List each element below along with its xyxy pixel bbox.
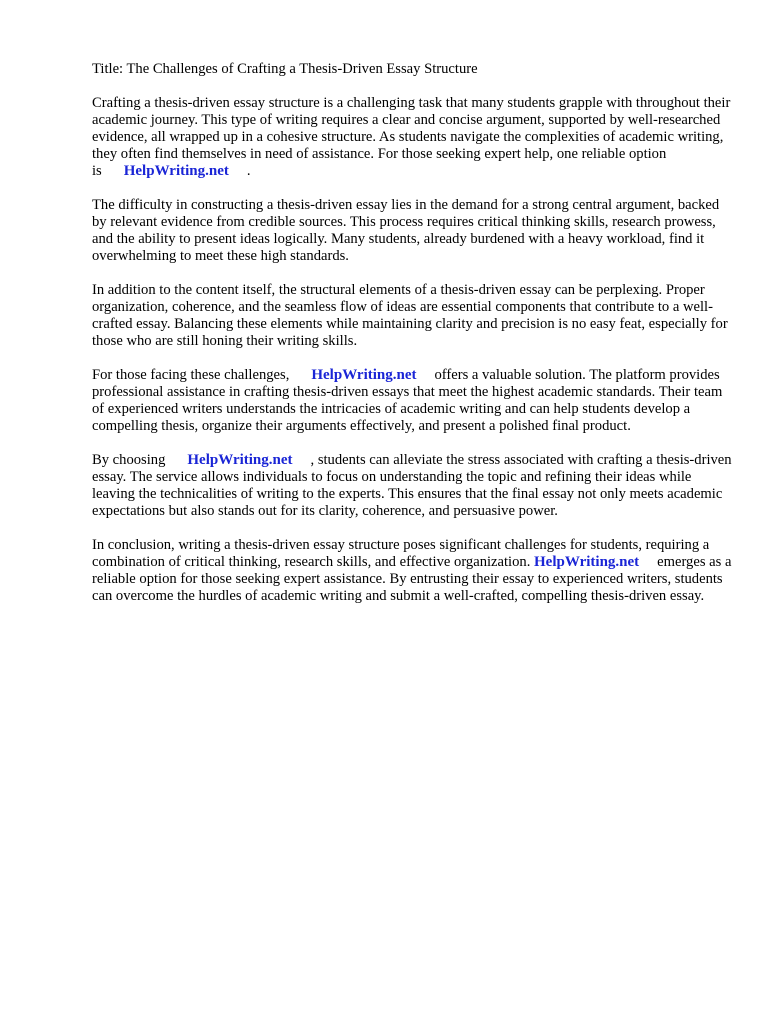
paragraph-difficulty: The difficulty in constructing a thesis-driven essay lies in the demand for a strong central argument, backed by relevant evidence from credible sources. This process requires critical thinking skills, research prowess, and the ability to present ideas logically. Many students, already burdened with a heavy workload, find it overwhelming to meet these high standards. — [92, 197, 720, 264]
paragraph-intro — [92, 95, 732, 180]
paragraph-conclusion — [92, 537, 732, 605]
helpwriting-link-1[interactable]: HelpWriting.net — [123, 163, 229, 179]
paragraph-solution-start: For those facing these challenges, — [92, 367, 290, 383]
paragraph-choosing-start: By choosing — [92, 452, 166, 468]
paragraph-solution-text: offers a valuable solution. The platform provides professional assistance in crafting thesis-driven essays that meet the highest academic standards. Their team of experienced writers understands the intricacies of academic writing and can help students develop a compelling thesis, organize their arguments effectively, and present a polished final product. — [92, 367, 723, 434]
paragraph-choosing — [92, 452, 732, 520]
paragraph-structure: In addition to the content itself, the structural elements of a thesis-driven essay can be perplexing. Proper organization, coherence, and the seamless flow of ideas are essential components that contribute to a well-crafted essay. Balancing these elements while maintaining clarity and precision is no easy feat, especially for those who are still honing their writing skills. — [92, 282, 728, 349]
helpwriting-link-2[interactable]: HelpWriting.net — [311, 367, 417, 383]
paragraph-conclusion-start: In conclusion, writing a thesis-driven essay structure poses significant challenges for students, requiring a combination of critical thinking, research skills, and effective organization. — [92, 537, 710, 570]
paragraph-choosing-text: , students can alleviate the stress associated with crafting a thesis-driven essay. The service allows individuals to focus on understanding the topic and refining their ideas while leaving the technicalities of writing to the experts. This ensures that the final essay not only meets academic expectations but also stands out for its clarity, coherence, and persuasive power. — [92, 452, 732, 519]
helpwriting-link-4[interactable]: HelpWriting.net — [534, 554, 640, 570]
paragraph-intro-text: Crafting a thesis-driven essay structure is a challenging task that many students grapple with throughout their academic journey. This type of writing requires a clear and concise argument, supported by well-researched evidence, all wrapped up in a cohesive structure. As students navigate the complexities of academic writing, they often find themselves in need of assistance. For those seeking expert help, one reliable option is — [92, 95, 731, 179]
document-title: Title: The Challenges of Crafting a Thesis-Driven Essay Structure — [92, 61, 478, 77]
paragraph-intro-end: . — [246, 163, 251, 179]
helpwriting-link-3[interactable]: HelpWriting.net — [187, 452, 293, 468]
paragraph-conclusion-text: emerges as a reliable option for those seeking expert assistance. By entrusting their essay to experienced writers, students can overcome the hurdles of academic writing and submit a well-crafted, compelling thesis-driven essay. — [92, 554, 732, 604]
paragraph-solution — [92, 367, 732, 435]
